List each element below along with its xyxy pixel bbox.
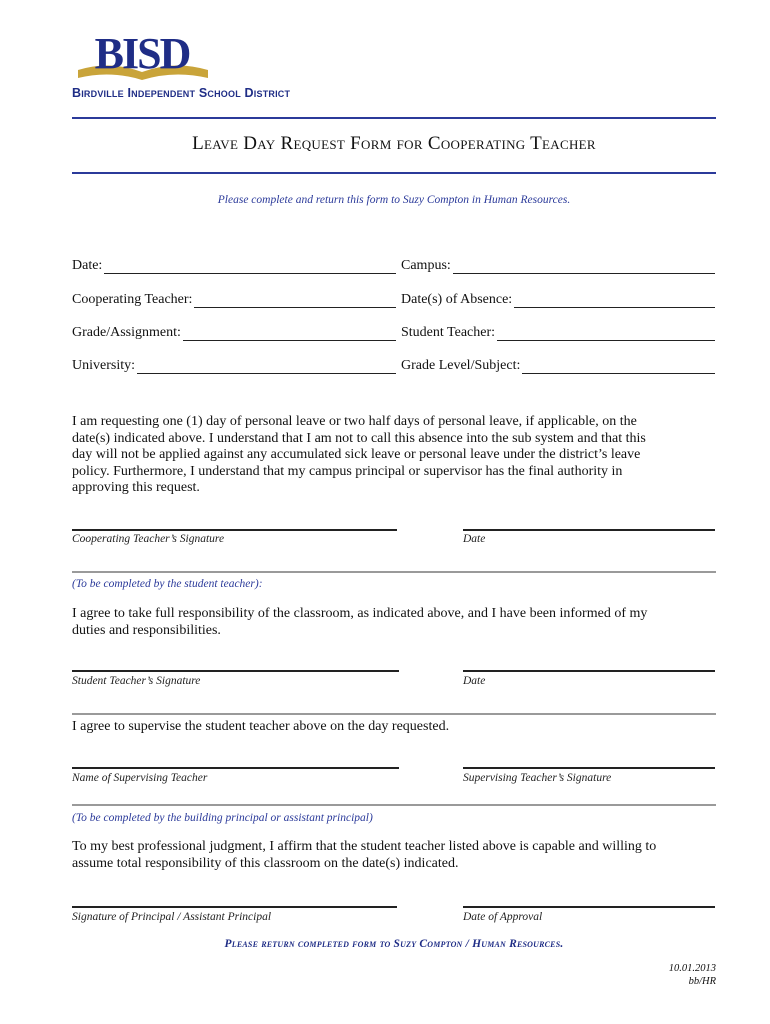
- approval-date-line[interactable]: [463, 906, 715, 908]
- coop-signature-label: Cooperating Teacher’s Signature: [72, 533, 225, 545]
- request-line: I am requesting one (1) day of personal leave or two half days of personal leave, if applicable, on the: [72, 414, 637, 429]
- student-date-line[interactable]: [463, 670, 715, 672]
- grade-assignment-label: Grade/Assignment:: [72, 325, 181, 340]
- date-field[interactable]: [72, 258, 396, 274]
- campus-field[interactable]: [401, 258, 715, 274]
- section-divider: [72, 713, 716, 715]
- principal-paragraph: [72, 839, 718, 872]
- request-line: day will not be applied against any accumulated sick leave or personal leave under the district’s leave: [72, 447, 641, 462]
- principal-signature-line[interactable]: [72, 906, 397, 908]
- logo-text: BISD: [94, 30, 190, 78]
- principal-line: assume total responsibility of this classroom on the date(s) indicated.: [72, 855, 459, 871]
- request-line: policy. Furthermore, I understand that my campus principal or supervisor has the final authority in: [72, 463, 623, 479]
- version-stamp: [669, 962, 716, 988]
- cooperating-teacher-input-line[interactable]: [194, 293, 396, 308]
- district-name: Birdville Independent School District: [72, 86, 291, 100]
- student-teacher-label: Student Teacher:: [401, 325, 496, 340]
- student-teacher-input-line[interactable]: [497, 326, 715, 341]
- university-label: University:: [72, 358, 135, 373]
- campus-input-line[interactable]: [453, 259, 715, 274]
- supervisor-name-line[interactable]: [72, 767, 399, 769]
- request-line: date(s) indicated above. I understand that I am not to call this absence into the sub system and that this: [72, 430, 646, 446]
- section-divider: [72, 804, 716, 806]
- principal-line: To my best professional judgment, I affirm that the student teacher listed above is capable and willing to: [72, 839, 657, 854]
- approval-date-label: Date of Approval: [463, 911, 543, 923]
- grade-level-subject-field[interactable]: [401, 358, 715, 374]
- instruction-text: Please complete and return this form to Suzy Compton in Human Resources.: [217, 194, 571, 206]
- coop-date-line[interactable]: [463, 529, 715, 531]
- form-title: Leave Day Request Form for Cooperating Teacher: [192, 133, 596, 154]
- supervise-text: I agree to supervise the student teacher above on the day requested.: [72, 719, 450, 734]
- title-bottom-rule: [72, 172, 716, 174]
- student-signature-label: Student Teacher’s Signature: [72, 675, 201, 687]
- university-field[interactable]: [72, 358, 396, 374]
- dates-absence-input-line[interactable]: [514, 293, 715, 308]
- grade-assignment-input-line[interactable]: [183, 326, 396, 341]
- student-section-note: (To be completed by the student teacher):: [72, 578, 263, 590]
- supervisor-signature-line[interactable]: [463, 767, 715, 769]
- coop-signature-line[interactable]: [72, 529, 397, 531]
- supervisor-signature-label: Supervising Teacher’s Signature: [463, 772, 612, 784]
- return-instruction: Please return completed form to Suzy Compton / Human Resources.: [224, 938, 564, 950]
- student-teacher-field[interactable]: [401, 325, 715, 341]
- grade-assignment-field[interactable]: [72, 325, 396, 341]
- student-paragraph: [72, 606, 718, 639]
- cooperating-teacher-field[interactable]: [72, 292, 396, 308]
- title-top-rule: [72, 117, 716, 119]
- supervisor-name-label: Name of Supervising Teacher: [72, 772, 208, 784]
- date-input-line[interactable]: [104, 259, 396, 274]
- bisd-logo: [70, 30, 215, 88]
- version-code: bb/HR: [688, 976, 716, 987]
- student-line: duties and responsibilities.: [72, 622, 221, 638]
- request-paragraph: [72, 414, 718, 497]
- university-input-line[interactable]: [137, 359, 396, 374]
- principal-signature-label: Signature of Principal / Assistant Principal: [72, 911, 272, 923]
- coop-date-label: Date: [463, 533, 486, 545]
- date-label: Date:: [72, 258, 103, 273]
- student-signature-line[interactable]: [72, 670, 399, 672]
- version-date: 10.01.2013: [668, 963, 716, 974]
- dates-absence-label: Date(s) of Absence:: [401, 292, 513, 307]
- grade-level-subject-label: Grade Level/Subject:: [401, 358, 521, 373]
- student-date-label: Date: [463, 675, 486, 687]
- student-line: I agree to take full responsibility of the classroom, as indicated above, and I have been informed of my: [72, 606, 648, 621]
- cooperating-teacher-label: Cooperating Teacher:: [72, 292, 193, 307]
- principal-section-note: (To be completed by the building principal or assistant principal): [72, 812, 373, 824]
- grade-level-subject-input-line[interactable]: [522, 359, 715, 374]
- dates-absence-field[interactable]: [401, 292, 715, 308]
- section-divider: [72, 571, 716, 573]
- campus-label: Campus:: [401, 258, 451, 273]
- request-line: approving this request.: [72, 480, 200, 495]
